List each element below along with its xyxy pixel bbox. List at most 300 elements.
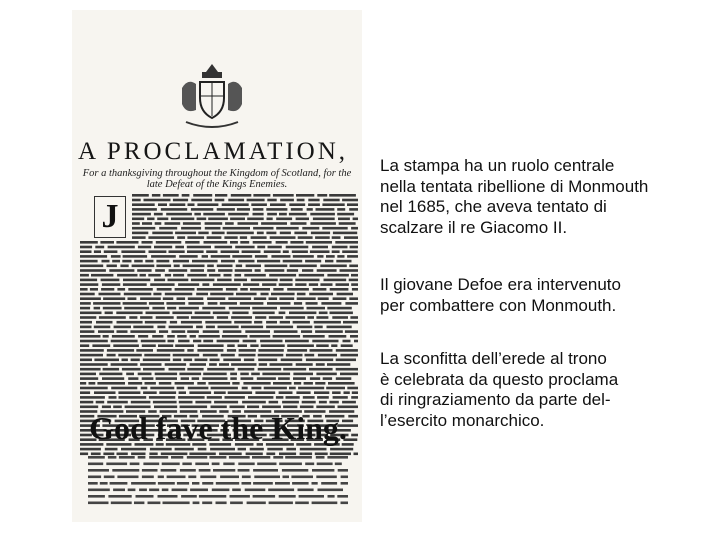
text-line: di ringraziamento da parte del- <box>380 390 611 409</box>
text-stroke <box>296 391 310 394</box>
text-stroke <box>304 382 313 385</box>
text-stroke <box>175 448 194 451</box>
text-stroke <box>285 456 312 459</box>
text-stroke <box>343 340 351 343</box>
text-stroke <box>80 330 94 333</box>
text-stroke <box>188 203 195 206</box>
text-stroke <box>230 406 245 409</box>
text-stroke <box>330 312 353 315</box>
text-stroke <box>145 260 153 263</box>
text-stroke <box>80 377 98 380</box>
text-stroke <box>247 199 265 202</box>
text-stroke <box>80 326 92 329</box>
text-stroke <box>279 283 293 286</box>
text-stroke <box>337 293 353 296</box>
text-stroke <box>112 469 139 472</box>
text-stroke <box>107 354 116 357</box>
text-stroke <box>106 463 127 466</box>
text-stroke <box>192 260 218 263</box>
text-stroke <box>240 288 248 291</box>
text-stroke <box>202 502 212 505</box>
text-stroke <box>295 502 309 505</box>
text-stroke <box>120 265 128 268</box>
text-stroke <box>242 476 251 479</box>
text-stroke <box>280 307 304 310</box>
text-stroke <box>203 340 213 343</box>
text-stroke <box>154 279 165 282</box>
text-stroke <box>198 344 224 347</box>
text-stroke <box>227 349 236 352</box>
text-stroke <box>293 321 310 324</box>
proclamation-closing: God fave the King. <box>89 410 347 446</box>
text-stroke <box>239 354 256 357</box>
text-stroke <box>209 274 221 277</box>
text-stroke <box>197 382 206 385</box>
text-stroke <box>154 406 177 409</box>
text-stroke <box>125 406 151 409</box>
text-stroke <box>198 232 208 235</box>
text-stroke <box>143 463 159 466</box>
text-stroke <box>289 213 307 216</box>
text-stroke <box>80 359 92 362</box>
text-stroke <box>327 274 349 277</box>
text-stroke <box>253 227 273 230</box>
text-stroke <box>132 218 144 221</box>
text-stroke <box>198 448 207 451</box>
text-stroke <box>279 297 294 300</box>
text-stroke <box>318 489 344 492</box>
text-stroke <box>276 396 284 399</box>
text-stroke <box>190 269 204 272</box>
text-stroke <box>165 274 171 277</box>
text-stroke <box>203 373 227 376</box>
proclamation-title: A PROCLAMATION, <box>78 138 349 165</box>
text-stroke <box>325 260 333 263</box>
text-stroke <box>314 391 329 394</box>
text-stroke <box>278 377 290 380</box>
text-stroke <box>206 326 215 329</box>
text-stroke <box>138 335 148 338</box>
text-stroke <box>347 387 358 390</box>
text-stroke <box>268 246 282 249</box>
text-stroke <box>348 415 358 418</box>
text-stroke <box>316 456 325 459</box>
text-stroke <box>339 222 356 225</box>
text-stroke <box>181 495 197 498</box>
text-stroke <box>312 482 318 485</box>
text-stroke <box>80 279 97 282</box>
text-stroke <box>130 330 155 333</box>
text-stroke <box>322 203 344 206</box>
text-stroke <box>282 401 299 404</box>
text-stroke <box>287 288 309 291</box>
text-stroke <box>215 246 233 249</box>
text-stroke <box>131 482 156 485</box>
text-stroke <box>191 279 215 282</box>
text-stroke <box>195 359 208 362</box>
text-stroke <box>298 489 314 492</box>
text-stroke <box>131 359 140 362</box>
text-stroke <box>298 387 324 390</box>
text-stroke <box>221 250 240 253</box>
text-stroke <box>94 326 111 329</box>
text-stroke <box>287 269 298 272</box>
text-stroke <box>183 222 201 225</box>
text-stroke <box>103 368 120 371</box>
text-stroke <box>80 260 98 263</box>
text-stroke <box>345 330 358 333</box>
text-stroke <box>216 482 239 485</box>
text-stroke <box>107 401 128 404</box>
text-stroke <box>220 476 239 479</box>
text-stroke <box>273 194 294 197</box>
text-stroke <box>179 255 198 258</box>
text-stroke <box>114 326 131 329</box>
text-stroke <box>179 391 186 394</box>
text-stroke <box>341 344 353 347</box>
text-stroke <box>80 274 89 277</box>
text-stroke <box>193 340 201 343</box>
text-stroke <box>197 203 218 206</box>
text-stroke <box>252 456 270 459</box>
text-stroke <box>80 297 101 300</box>
text-stroke <box>264 387 287 390</box>
text-stroke <box>354 340 358 343</box>
text-stroke <box>242 387 248 390</box>
text-stroke <box>293 373 313 376</box>
text-stroke <box>253 241 272 244</box>
text-stroke <box>163 502 190 505</box>
text-stroke <box>88 482 98 485</box>
text-stroke <box>108 456 117 459</box>
text-stroke <box>232 255 252 258</box>
text-stroke <box>302 269 313 272</box>
text-stroke <box>238 344 247 347</box>
text-stroke <box>175 232 196 235</box>
text-stroke <box>279 495 296 498</box>
text-stroke <box>329 194 356 197</box>
text-stroke <box>178 340 189 343</box>
text-stroke <box>132 222 140 225</box>
text-stroke <box>158 344 173 347</box>
text-stroke <box>175 246 184 249</box>
text-stroke <box>181 377 189 380</box>
text-stroke <box>80 321 92 324</box>
text-stroke <box>267 302 291 305</box>
text-stroke <box>280 199 294 202</box>
text-stroke <box>342 199 358 202</box>
text-stroke <box>330 288 349 291</box>
text-stroke <box>80 401 93 404</box>
text-stroke <box>132 265 155 268</box>
text-stroke <box>217 340 240 343</box>
text-stroke <box>92 344 110 347</box>
text-stroke <box>229 456 250 459</box>
text-stroke <box>91 274 113 277</box>
text-stroke <box>202 377 227 380</box>
text-stroke <box>152 335 163 338</box>
text-stroke <box>290 222 306 225</box>
text-stroke <box>328 382 355 385</box>
text-stroke <box>240 373 249 376</box>
text-stroke <box>177 387 185 390</box>
text-stroke <box>335 463 342 466</box>
text-stroke <box>262 373 290 376</box>
text-stroke <box>215 194 227 197</box>
text-stroke <box>197 349 223 352</box>
text-stroke <box>98 330 114 333</box>
text-stroke <box>338 406 359 409</box>
text-stroke <box>173 260 189 263</box>
text-stroke <box>199 495 226 498</box>
text-stroke <box>202 307 225 310</box>
text-stroke <box>317 269 337 272</box>
text-stroke <box>320 283 332 286</box>
text-stroke <box>93 302 120 305</box>
text-stroke <box>196 293 208 296</box>
text-stroke <box>113 406 122 409</box>
text-stroke <box>238 448 246 451</box>
text-stroke <box>227 344 235 347</box>
text-stroke <box>200 476 216 479</box>
text-stroke <box>80 354 103 357</box>
text-stroke <box>171 218 194 221</box>
text-stroke <box>316 208 335 211</box>
text-stroke <box>315 236 330 239</box>
text-stroke <box>136 495 154 498</box>
text-stroke <box>297 326 313 329</box>
text-stroke <box>227 232 254 235</box>
text-stroke <box>109 269 134 272</box>
text-stroke <box>344 391 350 394</box>
text-stroke <box>180 406 208 409</box>
text-stroke <box>197 218 207 221</box>
text-stroke <box>347 255 358 258</box>
text-stroke <box>257 246 265 249</box>
text-stroke <box>178 396 205 399</box>
text-stroke <box>345 302 358 305</box>
text-stroke <box>308 199 319 202</box>
text-stroke <box>96 321 113 324</box>
text-stroke <box>210 293 233 296</box>
text-stroke <box>270 363 293 366</box>
text-stroke <box>235 246 254 249</box>
text-stroke <box>94 250 101 253</box>
text-stroke <box>111 363 138 366</box>
text-stroke <box>159 382 172 385</box>
text-stroke <box>149 396 175 399</box>
text-stroke <box>321 482 337 485</box>
text-stroke <box>149 250 167 253</box>
text-stroke <box>336 377 352 380</box>
text-stroke <box>187 250 204 253</box>
text-stroke <box>80 265 103 268</box>
text-stroke <box>169 326 193 329</box>
text-stroke <box>80 396 105 399</box>
text-stroke <box>207 396 222 399</box>
text-stroke <box>123 302 147 305</box>
text-stroke <box>251 236 267 239</box>
text-stroke <box>149 489 159 492</box>
text-stroke <box>94 391 116 394</box>
text-stroke <box>250 335 271 338</box>
text-stroke <box>310 250 330 253</box>
text-stroke <box>320 265 347 268</box>
text-stroke <box>224 236 237 239</box>
text-stroke <box>97 382 125 385</box>
text-stroke <box>132 208 157 211</box>
text-stroke <box>155 222 162 225</box>
text-stroke <box>132 227 155 230</box>
text-stroke <box>285 340 309 343</box>
text-stroke <box>188 387 209 390</box>
text-stroke <box>152 232 173 235</box>
text-stroke <box>269 316 283 319</box>
text-stroke <box>354 453 359 456</box>
text-stroke <box>111 502 132 505</box>
text-stroke <box>262 406 281 409</box>
text-stroke <box>336 359 356 362</box>
text-stroke <box>80 406 98 409</box>
text-stroke <box>210 359 220 362</box>
text-stroke <box>340 269 359 272</box>
text-stroke <box>142 241 153 244</box>
text-stroke <box>312 340 338 343</box>
text-stroke <box>148 274 161 277</box>
text-stroke <box>266 326 293 329</box>
text-stroke <box>195 463 209 466</box>
text-stroke <box>103 297 125 300</box>
text-stroke <box>290 265 317 268</box>
text-stroke <box>292 482 309 485</box>
text-stroke <box>173 199 188 202</box>
text-stroke <box>319 401 327 404</box>
text-stroke <box>193 502 200 505</box>
text-stroke <box>258 349 283 352</box>
text-stroke <box>207 269 215 272</box>
text-stroke <box>150 283 174 286</box>
text-stroke <box>173 359 181 362</box>
royal-crest-icon <box>172 58 252 130</box>
text-stroke <box>316 344 329 347</box>
text-stroke <box>351 227 358 230</box>
text-stroke <box>190 363 206 366</box>
text-stroke <box>238 463 254 466</box>
text-stroke <box>250 448 264 451</box>
text-stroke <box>187 274 206 277</box>
text-stroke <box>159 227 177 230</box>
text-stroke <box>177 335 186 338</box>
text-stroke <box>195 312 211 315</box>
text-stroke <box>286 448 296 451</box>
text-stroke <box>80 387 108 390</box>
text-stroke <box>140 297 161 300</box>
text-stroke <box>254 476 280 479</box>
text-stroke <box>245 489 266 492</box>
text-stroke <box>296 363 313 366</box>
text-stroke <box>250 288 270 291</box>
text-stroke <box>153 293 161 296</box>
text-stroke <box>241 326 263 329</box>
text-stroke <box>327 363 350 366</box>
text-stroke <box>243 382 270 385</box>
text-stroke <box>250 344 258 347</box>
text-stroke <box>122 260 131 263</box>
text-stroke <box>309 293 333 296</box>
text-stroke <box>163 194 179 197</box>
text-stroke <box>99 293 121 296</box>
text-stroke <box>245 330 270 333</box>
text-stroke <box>257 377 276 380</box>
text-stroke <box>211 387 238 390</box>
text-stroke <box>88 469 109 472</box>
text-stroke <box>117 476 138 479</box>
text-stroke <box>140 363 161 366</box>
text-stroke <box>305 463 314 466</box>
text-stroke <box>306 302 318 305</box>
text-stroke <box>188 476 196 479</box>
text-stroke <box>243 283 259 286</box>
text-stroke <box>276 227 299 230</box>
text-stroke <box>199 469 211 472</box>
text-stroke <box>102 283 120 286</box>
text-stroke <box>253 469 278 472</box>
text-stroke <box>122 359 128 362</box>
text-stroke <box>148 502 161 505</box>
text-stroke <box>143 368 165 371</box>
text-stroke <box>159 391 176 394</box>
text-stroke <box>165 222 181 225</box>
text-stroke <box>132 199 141 202</box>
text-stroke <box>169 368 186 371</box>
text-stroke <box>350 246 358 249</box>
text-stroke <box>88 489 110 492</box>
text-stroke <box>175 288 195 291</box>
text-stroke <box>99 373 122 376</box>
text-stroke <box>149 302 164 305</box>
text-stroke <box>177 236 185 239</box>
text-stroke <box>148 236 174 239</box>
text-stroke <box>324 279 347 282</box>
text-stroke <box>113 344 139 347</box>
text-stroke <box>313 218 335 221</box>
text-stroke <box>297 293 306 296</box>
text-stroke <box>168 340 175 343</box>
text-stroke <box>187 456 208 459</box>
text-stroke <box>257 232 264 235</box>
text-stroke <box>290 241 303 244</box>
proclamation-footer-text <box>88 452 348 512</box>
text-stroke <box>253 482 273 485</box>
text-stroke <box>142 377 154 380</box>
text-stroke <box>101 279 120 282</box>
text-stroke <box>336 349 358 352</box>
text-stroke <box>336 283 350 286</box>
text-stroke <box>247 502 266 505</box>
text-stroke <box>80 453 88 456</box>
text-stroke <box>283 406 297 409</box>
text-stroke <box>307 208 313 211</box>
text-stroke <box>94 359 119 362</box>
text-stroke <box>138 246 151 249</box>
text-stroke <box>117 330 128 333</box>
text-stroke <box>303 335 325 338</box>
text-stroke <box>130 463 140 466</box>
text-stroke <box>258 354 284 357</box>
text-stroke <box>222 203 249 206</box>
text-stroke <box>332 391 341 394</box>
text-stroke <box>162 489 169 492</box>
